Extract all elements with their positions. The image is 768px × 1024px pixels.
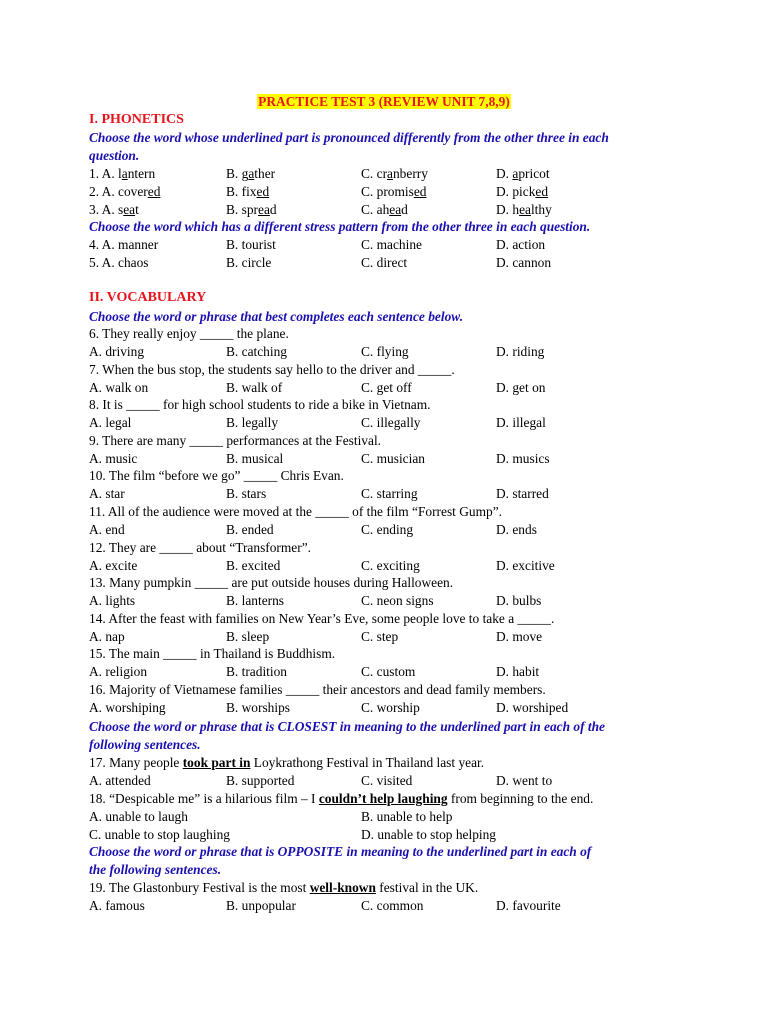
option-12-b: B. excited [226,558,281,573]
option-17-b: B. supported [226,773,295,788]
option-17-d: D. went to [496,773,553,788]
option-6-d: D. riding [496,344,545,359]
option-6-a: A. driving [89,344,145,359]
option-1-c: C. cranberry [361,166,428,181]
option-9-b: B. musical [226,451,284,466]
option-4-a: 4. A. manner [89,237,159,252]
option-14-d: D. move [496,629,543,644]
option-8-c: C. illegally [361,415,421,430]
option-11-b: B. ended [226,522,274,537]
option-10-a: A. star [89,486,125,501]
underlined-sound: ed [413,184,427,199]
question-18: 18. “Despicable me” is a hilarious film – I couldn’t help laughing from beginning to the end. [89,791,594,806]
option-15-a: A. religion [89,664,148,679]
option-15-d: D. habit [496,664,540,679]
option-19-c: C. common [361,898,424,913]
underlined-phrase: well-known [309,880,376,895]
option-6-c: C. flying [361,344,409,359]
underlined-sound: ea [519,202,531,217]
underlined-sound: a [121,166,128,181]
option-17-a: A. attended [89,773,151,788]
question-6: 6. They really enjoy _____ the plane. [89,326,289,341]
option-14-a: A. nap [89,629,125,644]
option-11-d: D. ends [496,522,537,537]
question-11: 11. All of the audience were moved at the _____ of the film “Forrest Gump”. [89,504,503,519]
option-15-b: B. tradition [226,664,287,679]
underlined-sound: ea [123,202,136,217]
option-10-c: C. starring [361,486,418,501]
page-title: PRACTICE TEST 3 (REVIEW UNIT 7,8,9) [258,94,510,109]
option-7-a: A. walk on [89,380,149,395]
option-14-b: B. sleep [226,629,270,644]
underlined-sound: a [248,166,255,181]
option-9-a: A. music [89,451,138,466]
option-5-a: 5. A. chaos [89,255,149,270]
option-2-b: B. fixed [226,184,270,199]
option-8-a: A. legal [89,415,132,430]
option-4-b: B. tourist [226,237,276,252]
option-7-d: D. get on [496,380,546,395]
underlined-sound: ed [535,184,549,199]
question-8: 8. It is _____ for high school students to ride a bike in Vietnam. [89,397,431,412]
option-1-d: D. apricot [496,166,550,181]
question-12: 12. They are _____ about “Transformer”. [89,540,312,555]
option-19-d: D. favourite [496,898,561,913]
option-17-c: C. visited [361,773,413,788]
question-14: 14. After the feast with families on New Year’s Eve, some people love to take a _____. [89,611,555,626]
underlined-phrase: took part in [182,755,251,770]
option-13-c: C. neon signs [361,593,434,608]
option-2-c: C. promised [361,184,427,199]
option-19-b: B. unpopular [226,898,296,913]
option-19-a: A. famous [89,898,145,913]
instruction-closest-meaning-cont: following sentences. [89,737,201,752]
option-7-b: B. walk of [226,380,283,395]
option-1-a: 1. A. lantern [89,166,156,181]
option-10-b: B. stars [226,486,267,501]
underlined-sound: ea [389,202,402,217]
instruction-complete-sentence: Choose the word or phrase that best completes each sentence below. [89,309,464,324]
option-3-d: D. healthy [496,202,552,217]
section-vocabulary-heading: II. VOCABULARY [89,290,207,305]
option-13-b: B. lanterns [226,593,285,608]
option-15-c: C. custom [361,664,416,679]
option-16-c: C. worship [361,700,420,715]
option-6-b: B. catching [226,344,287,359]
option-4-c: C. machine [361,237,422,252]
option-8-d: D. illegal [496,415,546,430]
option-16-d: D. worshiped [496,700,569,715]
option-12-a: A. excite [89,558,138,573]
option-16-a: A. worshiping [89,700,166,715]
option-3-a: 3. A. seat [89,202,139,217]
option-9-c: C. musician [361,451,425,466]
question-10: 10. The film “before we go” _____ Chris Evan. [89,468,344,483]
option-13-d: D. bulbs [496,593,542,608]
section-phonetics-heading: I. PHONETICS [89,112,184,127]
underlined-sound: ed [256,184,270,199]
option-13-a: A. lights [89,593,136,608]
underlined-sound: a [387,166,393,181]
option-10-d: D. starred [496,486,549,501]
option-3-c: C. ahead [361,202,408,217]
option-18-b: B. unable to help [361,809,453,824]
option-12-c: C. exciting [361,558,420,573]
instruction-pronunciation-cont: question. [89,148,140,163]
option-5-b: B. circle [226,255,272,270]
question-15: 15. The main _____ in Thailand is Buddhism. [89,646,336,661]
question-13: 13. Many pumpkin _____ are put outside houses during Halloween. [89,575,454,590]
option-16-b: B. worships [226,700,290,715]
instruction-opposite-meaning-cont: the following sentences. [89,862,222,877]
question-7: 7. When the bus stop, the students say hello to the driver and _____. [89,362,455,377]
question-17: 17. Many people took part in Loykrathong Festival in Thailand last year. [89,755,485,770]
instruction-opposite-meaning: Choose the word or phrase that is OPPOSITE in meaning to the underlined part in each of [89,844,592,859]
underlined-sound: ed [147,184,161,199]
option-4-d: D. action [496,237,546,252]
option-3-b: B. spread [226,202,277,217]
option-18-a: A. unable to laugh [89,809,188,824]
question-19: 19. The Glastonbury Festival is the most well-known festival in the UK. [89,880,479,895]
option-1-b: B. gather [226,166,276,181]
option-5-d: D. cannon [496,255,552,270]
option-11-c: C. ending [361,522,414,537]
question-9: 9. There are many _____ performances at the Festival. [89,433,382,448]
underlined-sound: ea [258,202,270,217]
underlined-phrase: couldn’t help laughing [318,791,448,806]
option-5-c: C. direct [361,255,408,270]
option-7-c: C. get off [361,380,412,395]
option-18-d: D. unable to stop helping [361,827,497,842]
option-18-c: C. unable to stop laughing [89,827,230,842]
instruction-pronunciation: Choose the word whose underlined part is pronounced differently from the other three in each [89,130,609,145]
instruction-stress: Choose the word which has a different stress pattern from the other three in each question. [89,219,591,234]
underlined-sound: a [512,166,519,181]
instruction-closest-meaning: Choose the word or phrase that is CLOSEST in meaning to the underlined part in each of the [89,719,606,734]
option-12-d: D. excitive [496,558,555,573]
option-9-d: D. musics [496,451,550,466]
question-16: 16. Majority of Vietnamese families _____ their ancestors and dead family members. [89,682,546,697]
option-2-d: D. picked [496,184,549,199]
option-8-b: B. legally [226,415,279,430]
option-2-a: 2. A. covered [89,184,161,199]
option-11-a: A. end [89,522,125,537]
option-14-c: C. step [361,629,399,644]
